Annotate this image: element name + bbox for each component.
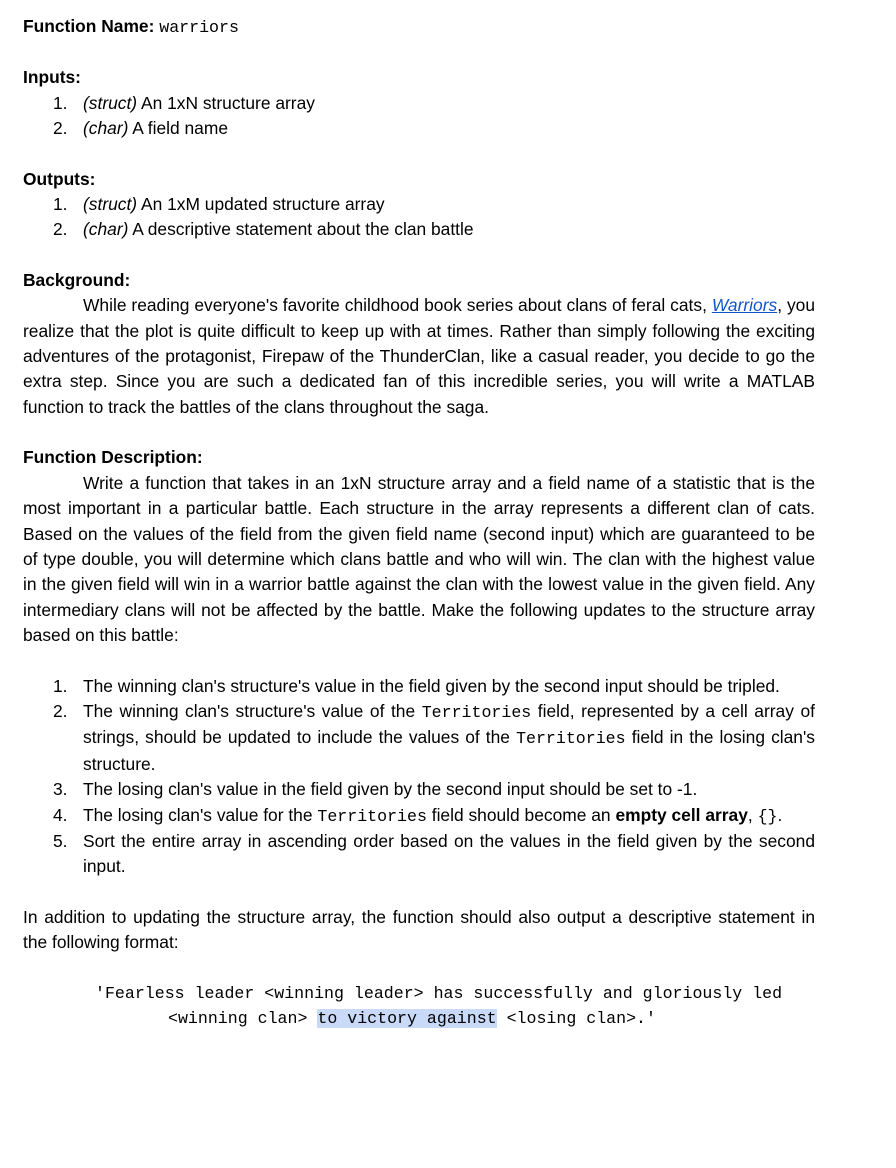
item-text: An 1xM updated structure array bbox=[137, 194, 385, 215]
list-number: 2. bbox=[53, 118, 68, 139]
step-text: Sort the entire array in ascending order based on the values in the field given by the second input. bbox=[83, 830, 815, 877]
step-text: field should become an bbox=[426, 804, 616, 825]
list-number: 5. bbox=[53, 830, 68, 851]
bold-empty-cell-array: empty cell array bbox=[615, 804, 748, 825]
type-label: (struct) bbox=[83, 92, 138, 113]
background-text: While reading everyone's favorite childhood book series about clans of feral cats, bbox=[83, 295, 712, 316]
description-heading: Function Description: bbox=[23, 447, 203, 468]
inputs-heading: Inputs: bbox=[23, 67, 81, 88]
code-territories: Territories bbox=[421, 702, 532, 722]
list-number: 4. bbox=[53, 804, 68, 825]
list-item bbox=[23, 674, 815, 699]
closing-paragraph: In addition to updating the structure array, the function should also output a descriptive statement in the following format: bbox=[23, 906, 815, 953]
code-segment: <losing clan>.' bbox=[496, 1009, 656, 1028]
item-text: A descriptive statement about the clan battle bbox=[128, 219, 474, 240]
update-steps-list bbox=[23, 674, 815, 880]
background-paragraph bbox=[23, 293, 815, 420]
step-text: . bbox=[777, 804, 783, 825]
code-line: 'Fearless leader <winning leader> has successfully and gloriously led bbox=[95, 983, 783, 1003]
list-number: 3. bbox=[53, 779, 68, 800]
function-name-line bbox=[23, 14, 815, 40]
code-segment: <winning clan> bbox=[168, 1009, 318, 1028]
function-name-label: Function Name: bbox=[23, 16, 155, 36]
item-text: A field name bbox=[128, 118, 229, 139]
list-item bbox=[23, 116, 815, 141]
highlighted-selection: to victory against bbox=[317, 1009, 497, 1028]
list-item bbox=[23, 699, 815, 777]
step-text: The losing clan's value in the field given by the second input should be set to -1. bbox=[83, 779, 698, 800]
list-item bbox=[23, 192, 815, 217]
outputs-list bbox=[23, 192, 815, 243]
inputs-list bbox=[23, 91, 815, 142]
list-number: 2. bbox=[53, 219, 68, 240]
list-number: 1. bbox=[53, 92, 68, 113]
type-label: (char) bbox=[83, 118, 129, 139]
list-number: 1. bbox=[53, 675, 68, 696]
step-text: The winning clan's structure's value of the bbox=[83, 700, 422, 721]
list-item bbox=[23, 217, 815, 242]
background-text: , you realize that the plot is quite difficult to keep up with at times. Rather than simply following the exciting adventures of the protagonist, Firepaw of the ThunderClan, like a casual reader, you decide to go the extra step. Since you are such a dedicated fan of this incredible series, you will write a MATLAB function to track the battles of the clans throughout the saga. bbox=[23, 295, 816, 417]
list-item bbox=[23, 91, 815, 116]
step-text: field in the losing clan's structure. bbox=[83, 727, 815, 774]
code-empty-cell: {} bbox=[757, 806, 778, 826]
type-label: (char) bbox=[83, 219, 129, 240]
document-page bbox=[23, 14, 815, 1031]
background-heading: Background: bbox=[23, 269, 131, 290]
step-text: field, represented by a cell array of strings, should be updated to include the values of the bbox=[83, 700, 815, 748]
step-text: The winning clan's structure's value in the field given by the second input should be tripled. bbox=[83, 675, 780, 696]
list-number: 2. bbox=[53, 700, 68, 721]
type-label: (struct) bbox=[83, 194, 138, 215]
list-number: 1. bbox=[53, 194, 68, 215]
step-text: , bbox=[747, 804, 758, 825]
warriors-link[interactable]: Warriors bbox=[711, 295, 778, 316]
code-territories: Territories bbox=[317, 806, 427, 826]
list-item bbox=[23, 803, 815, 829]
item-text: An 1xN structure array bbox=[137, 92, 315, 113]
code-line bbox=[23, 1006, 815, 1031]
step-text: The losing clan's value for the bbox=[83, 804, 318, 825]
code-territories: Territories bbox=[516, 729, 626, 749]
description-paragraph: Write a function that takes in an 1xN structure array and a field name of a statistic that is the most important in a particular battle. Each structure in the array represents a different clan of cats. Based on the values of the field from the given field name (second input) which are guaranteed to be of type double, you will determine which clans battle and who will win. The clan with the highest value in the given field will win in a warrior battle against the clan with the lowest value in the given field. Any intermediary clans will not be affected by the battle. Make the following updates to the structure array based on this battle: bbox=[23, 472, 815, 646]
function-name-value: warriors bbox=[159, 18, 239, 37]
output-format-code bbox=[23, 981, 815, 1032]
list-item bbox=[23, 777, 815, 802]
outputs-heading: Outputs: bbox=[23, 168, 96, 189]
list-item bbox=[23, 829, 815, 880]
